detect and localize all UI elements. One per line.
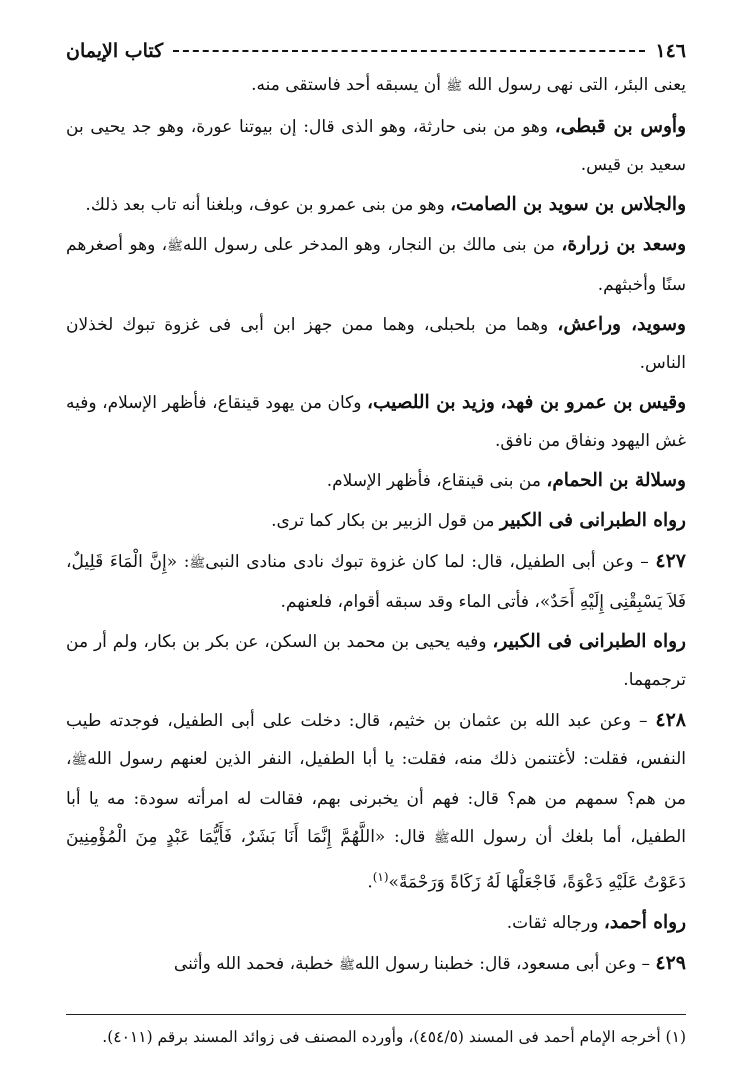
source-citation: رواه الطبرانى فى الكبير، <box>492 631 686 652</box>
text-span: ورجاله ثقات. <box>506 912 599 933</box>
footnote-separator <box>66 1014 686 1015</box>
salawat-glyph: ﷺ <box>339 957 355 973</box>
salawat-glyph: ﷺ <box>167 239 183 254</box>
hadith-429 <box>66 944 686 985</box>
text-span: – وعن أبى الطفيل، قال: لما كان غزوة تبوك نادى منادى النبى <box>205 552 649 572</box>
paragraph <box>66 66 686 106</box>
text-span: وهما من بلحبلى، وهما ممن جهز ابن أبى فى غزوة تبوك لخذلان الناس. <box>66 315 686 373</box>
hadith-number: ٤٢٧ <box>655 550 686 572</box>
text-span: ، وهو أصغرهم سنًا وأخبثهم. <box>66 235 686 295</box>
page-number: ١٤٦ <box>655 40 686 62</box>
hadith-427 <box>66 542 686 621</box>
salawat-glyph: ﷺ <box>71 753 88 768</box>
text-span: وفيه يحيى بن محمد بن السكن، عن بكر بن بكار، ولم أر من ترجمهما. <box>66 632 686 690</box>
text-span: وهو من بنى عمرو بن عوف، وبلغنا أنه تاب بعد ذلك. <box>85 195 445 215</box>
source-citation: رواه الطبرانى فى الكبير <box>499 510 686 531</box>
hadith-number: ٤٢٩ <box>655 951 686 974</box>
text-span: – وعن عبد الله بن عثمان بن خثيم، قال: دخلت على أبى الطفيل، فوجدته طيب النفس، فقلت: لأغتنمن ذلك منه، فقلت: يا أبا الطفيل، النفر الذين لعنهم رسول الله <box>66 711 686 769</box>
narrator-name: وسلالة بن الحمام، <box>546 470 686 491</box>
salawat-glyph: ﷺ <box>433 831 450 846</box>
footnote-ref[interactable]: (١) <box>372 870 389 884</box>
text-span: : «إِنَّ الْمَاءَ قَلِيلٌ، فَلاَ يَسْبِقْنِى إِلَيْهِ أَحَدٌ»، فأتى الماء وقد سبقه أقوام، فلعنهم. <box>66 552 686 612</box>
hadith-428: ٤٢٨ – وعن عبد الله بن عثمان بن خثيم، قال: دخلت على أبى الطفيل، فوجدته طيب النفس، فقلت: لأغتنمن ذلك منه، فقلت: يا أبا الطفيل، النفر الذين لعنهم رسول اللهﷺ، من هم؟ سمهم من هم؟ قال: فهم أن يخبرنى بهم، فقالت له امرأته سودة: مه يا أبا الطفيل، أما بلغك أن رسول اللهﷺ قال: «اللَّهُمَّ إِنَّمَا أَنَا بَشَرٌ، فَأَيُّمَا عَبْدٍ مِنَ الْمُؤْمِنِينَ دَعَوْتُ عَلَيْهِ دَعْوَةً، فَاجْعَلْهَا لَهُ زَكَاةً وَرَحْمَةً»$^{(١)}$. <box>66 709 687 893</box>
paragraph <box>66 108 686 184</box>
text-span: قال: «اللَّهُمَّ إِنَّمَا أَنَا بَشَرٌ، فَأَيُّمَا عَبْدٍ مِنَ الْمُؤْمِنِينَ دَعَوْتُ عَلَيْهِ دَعْوَةً، فَاجْعَلْهَا لَهُ زَكَاةً وَرَحْمَةً» <box>66 827 686 893</box>
hadith-number: ٤٢٨ <box>655 709 686 731</box>
text-span: – وعن أبى مسعود، قال: خطبنا رسول الله <box>354 953 650 974</box>
narrator-name: وسعد بن زرارة، <box>561 234 686 255</box>
salawat-glyph: ﷺ <box>446 79 463 94</box>
narrator-name: وسويد، وراعش، <box>557 314 686 335</box>
text-span: وهو من بنى حارثة، وهو الذى قال: إن بيوتنا عورة، وهو جد يحيى بن سعيد بن قيس. <box>66 117 686 175</box>
footnote: (١) أخرجه الإمام أحمد فى المسند (٤٥٤/٥)، وأورده المصنف فى زوائد المسند برقم (٤٠١١). <box>102 1028 686 1046</box>
text-span: ، من هم؟ سمهم من هم؟ قال: فهم أن يخبرنى بهم، فقالت له امرأته سودة: مه يا أبا الطفيل، أما بلغك أن رسول الله <box>66 749 687 847</box>
header-dashed-rule <box>173 50 645 52</box>
paragraph <box>66 462 686 500</box>
text-span: وكان من يهود قينقاع، فأظهر الإسلام، وفيه غش اليهود ونفاق من نافق. <box>66 393 686 451</box>
page-header <box>66 36 686 66</box>
body-text <box>66 66 686 985</box>
narrator-name: وقيس بن عمرو بن فهد، <box>500 392 687 413</box>
paragraph <box>66 186 686 224</box>
narrator-name: وأوس بن قبطى، <box>554 116 686 137</box>
paragraph <box>66 623 686 699</box>
narrator-name: والجلاس بن سويد بن الصامت، <box>450 194 686 215</box>
text-span: يعنى البئر، التى نهى رسول الله <box>467 75 686 95</box>
paragraph <box>66 904 686 942</box>
text-span: من قول الزبير بن بكار كما ترى. <box>271 511 495 531</box>
paragraph <box>66 384 686 460</box>
salawat-glyph: ﷺ <box>189 556 206 571</box>
paragraph <box>66 502 686 540</box>
text-span: أن يسبقه أحد فاستقى منه. <box>251 75 442 95</box>
text-span: خطبة، فحمد الله وأثنى <box>173 953 334 974</box>
narrator-name: وزيد بن اللصيب، <box>367 392 495 413</box>
text-span: من بنى قينقاع، فأظهر الإسلام. <box>326 471 541 491</box>
source-citation: رواه أحمد، <box>603 911 686 933</box>
text-span: من بنى مالك بن النجار، وهو المدخر على رسول الله <box>182 235 555 255</box>
paragraph <box>66 226 686 304</box>
book-title: كتاب الإيمان <box>66 40 164 62</box>
paragraph <box>66 306 686 382</box>
